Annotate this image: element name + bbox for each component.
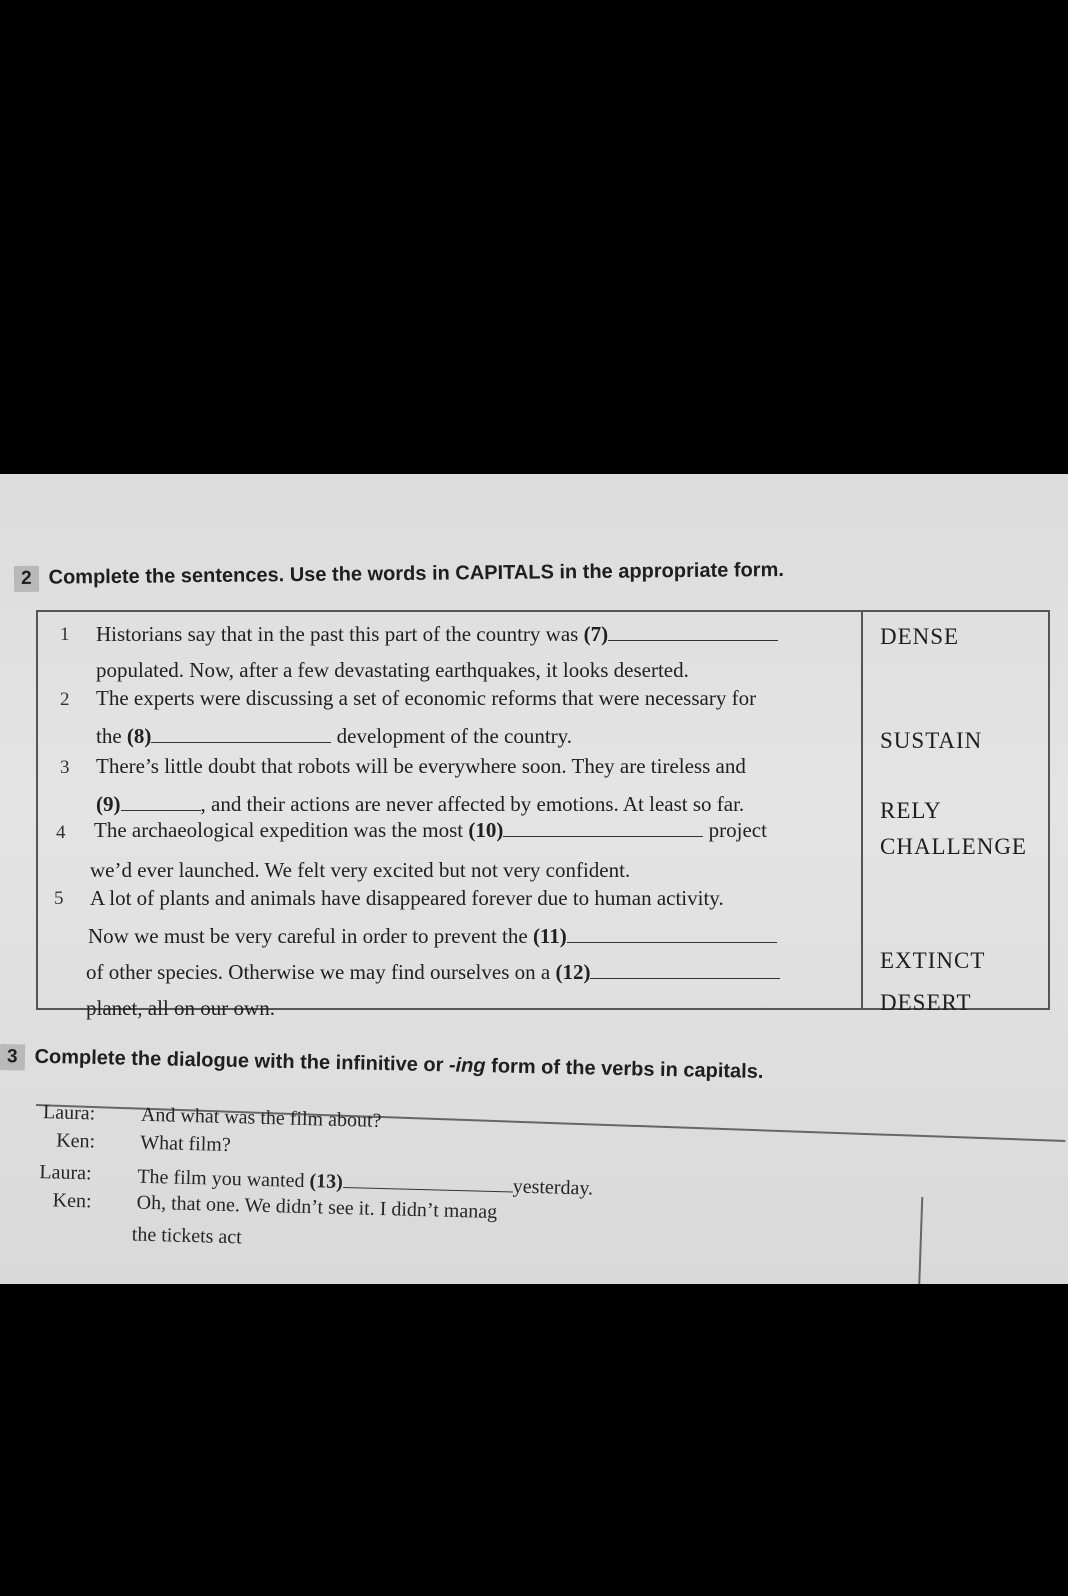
item-5-line-4: planet, all on our own.: [86, 996, 275, 1020]
dialogue: [0, 1074, 1068, 1284]
capital-word-challenge: CHALLENGE: [880, 834, 1027, 859]
dialogue-line: Oh, that one. We didn’t see it. I didn’t manag: [136, 1191, 498, 1224]
speaker-label: Laura:: [39, 1161, 92, 1185]
speaker-label: Ken:: [55, 1129, 96, 1153]
gap-label: (11): [532, 924, 567, 948]
item-5-line-1: A lot of plants and animals have disappeared forever due to human activity.: [90, 886, 724, 910]
answer-blank[interactable]: [151, 724, 331, 743]
item-number: 1: [60, 624, 70, 645]
answer-blank[interactable]: [503, 818, 703, 837]
answer-blank[interactable]: [590, 960, 780, 979]
item-2-line-1: The experts were discussing a set of economic reforms that were necessary for: [96, 686, 757, 710]
answer-blank[interactable]: [608, 622, 778, 641]
item-4-line-1: The archaeological expedition was the most (10) project: [94, 818, 767, 842]
item-number: 4: [56, 822, 66, 843]
capital-word-extinct: EXTINCT: [880, 948, 986, 973]
exercise-2-heading: [14, 558, 784, 592]
item-3-line-1: There’s little doubt that robots will be everywhere soon. They are tireless and: [96, 754, 746, 778]
item-number: 2: [60, 689, 70, 710]
capital-word-rely: RELY: [880, 798, 942, 823]
item-number: 3: [60, 757, 70, 778]
answer-blank[interactable]: [567, 924, 777, 943]
exercise-3-heading: 3 Complete the dialogue with the infinitive or -ing form of the verbs in capitals.: [0, 1044, 764, 1086]
dialogue-line: What film?: [139, 1131, 232, 1157]
speaker-label: Ken:: [52, 1189, 92, 1213]
dialogue-line: And what was the film about?: [140, 1103, 382, 1132]
item-1-line-1: Historians say that in the past this part of the country was (7): [96, 622, 778, 647]
item-5-line-2: Now we must be very careful in order to prevent the (11): [88, 924, 777, 949]
textbook-page: [0, 474, 1068, 1284]
answer-blank[interactable]: [343, 1169, 513, 1192]
capital-word-desert: DESERT: [880, 990, 972, 1015]
gap-label: (12): [555, 960, 591, 984]
speaker-label: Laura:: [42, 1101, 96, 1125]
answer-blank[interactable]: [121, 792, 201, 811]
dialogue-line: The film you wanted (13) yesterday.: [137, 1165, 594, 1200]
gap-label: (13): [309, 1170, 344, 1194]
item-5-line-3: of other species. Otherwise we may find ourselves on a (12): [86, 960, 780, 985]
dialogue-line-cutoff: the tickets act: [131, 1223, 243, 1249]
gap-label: (10): [468, 818, 504, 842]
item-3-line-2: (9) , and their actions are never affected by emotions. At least so far.: [96, 792, 745, 816]
item-4-line-2: we’d ever launched. We felt very excited but not very confident.: [90, 858, 631, 882]
exercise-number: 2: [14, 566, 39, 592]
exercise-2-table: [36, 610, 1050, 1020]
exercise-number: 3: [0, 1044, 25, 1071]
exercise-instruction: Complete the sentences. Use the words in CAPITALS in the appropriate form.: [48, 558, 784, 589]
gap-label: (9): [96, 792, 121, 816]
item-number: 5: [54, 888, 64, 909]
gap-label: (8): [126, 724, 152, 748]
capital-word-sustain: SUSTAIN: [880, 728, 983, 753]
item-2-line-2: the (8) development of the country.: [96, 724, 573, 748]
gap-label: (7): [583, 622, 609, 646]
capital-word-dense: DENSE: [880, 624, 960, 649]
item-1-line-2: populated. Now, after a few devastating earthquakes, it looks deserted.: [96, 658, 689, 682]
column-divider: [861, 612, 863, 1008]
